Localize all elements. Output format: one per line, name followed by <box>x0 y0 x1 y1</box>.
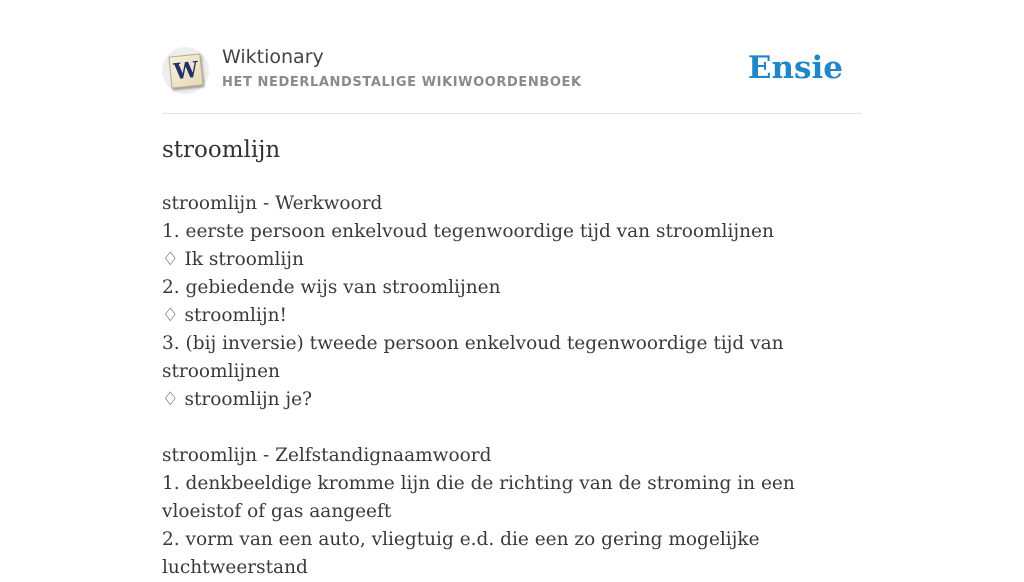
definition-line: 1. denkbeeldige kromme lijn die de richting van de stroming in een vloeistof of gas aangeeft <box>162 473 795 522</box>
entry-heading: stroomlijn - Werkwoord <box>162 193 383 214</box>
wiktionary-logo-icon <box>168 53 203 88</box>
definition-entries <box>162 190 862 582</box>
ensie-brand-link[interactable]: Ensie <box>747 50 843 86</box>
site-header <box>162 0 862 114</box>
entry-heading: stroomlijn - Zelfstandignaamwoord <box>162 445 492 466</box>
definition-line: 3. (bij inversie) tweede persoon enkelvoud tegenwoordige tijd van stroomlijnen <box>162 333 784 382</box>
definition-line: 2. vorm van een auto, vliegtuig e.d. die een zo gering mogelijke luchtweerstand <box>162 529 760 578</box>
content-container <box>162 0 862 578</box>
example-line: ♢ stroomlijn! <box>162 305 287 326</box>
logo-letter: W <box>171 56 200 85</box>
example-line: ♢ stroomlijn je? <box>162 389 313 410</box>
entry-spacer <box>162 414 862 442</box>
site-name[interactable]: Wiktionary <box>222 46 324 68</box>
page-title: stroomlijn <box>162 137 281 163</box>
example-line: ♢ Ik stroomlijn <box>162 249 304 270</box>
definition-line: 2. gebiedende wijs van stroomlijnen <box>162 277 501 298</box>
site-subtitle: HET NEDERLANDSTALIGE WIKIWOORDENBOEK <box>222 75 582 90</box>
wiktionary-logo[interactable] <box>162 47 209 94</box>
definition-line: 1. eerste persoon enkelvoud tegenwoordige tijd van stroomlijnen <box>162 221 774 242</box>
